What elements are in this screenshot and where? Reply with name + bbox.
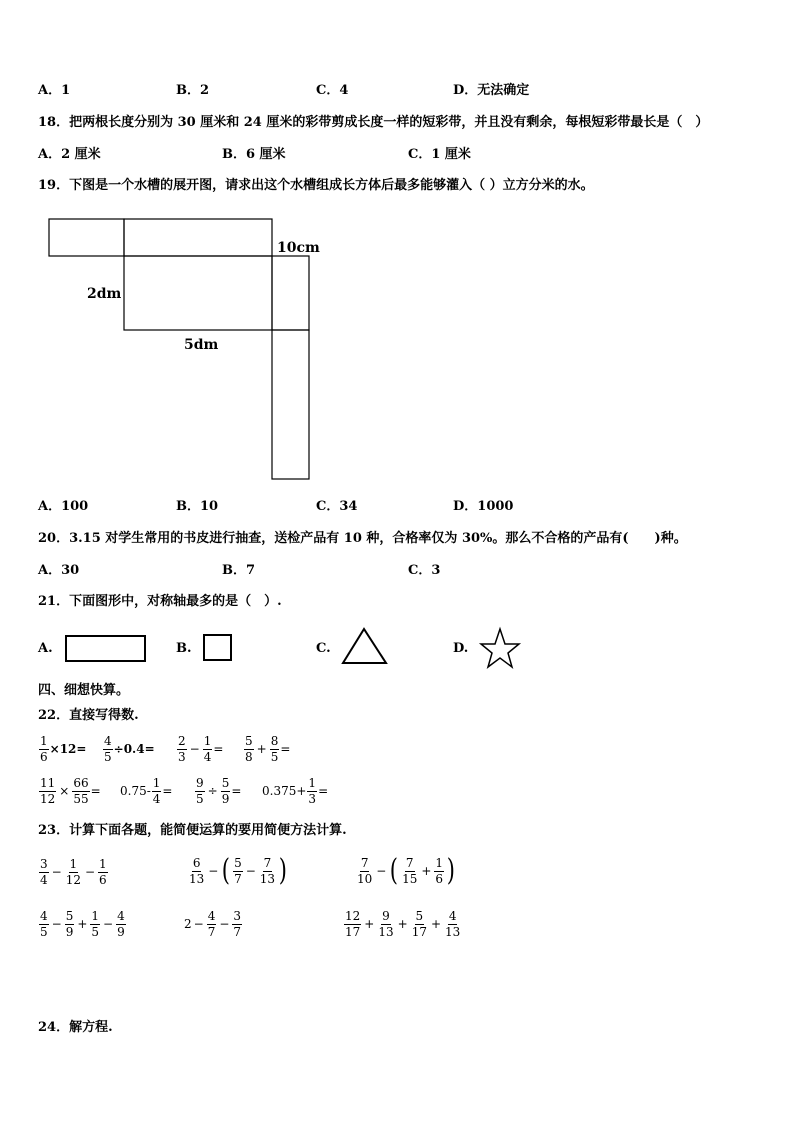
- section-4-heading: 四、细想快算。: [38, 683, 130, 698]
- q22-item-5: $\frac{11}{12}$ × $\frac{66}{55}$ =: [40, 776, 101, 806]
- q20-stem: 20．3.15 对学生常用的书皮进行抽查，送检产品有 10 种，合格率仅为 30%。那么不合格的产品有( )种。: [38, 531, 687, 546]
- q22-item-6: 0.75- $\frac{1}{4}$ =: [120, 776, 173, 806]
- q22-item-8: 0.375+ $\frac{1}{3}$ =: [262, 776, 329, 806]
- q20-option-c: C．3: [408, 563, 441, 578]
- q18-option-b: B．6 厘米: [222, 147, 286, 162]
- q21-option-d: D.: [453, 641, 469, 656]
- q17-option-d: D．无法确定: [453, 83, 530, 98]
- q22-stem: 22．直接写得数.: [38, 708, 139, 723]
- q23-stem: 23．计算下面各题，能简便运算的要用简便方法计算.: [38, 823, 347, 838]
- q17-option-c: C．4: [316, 83, 349, 98]
- q21-option-c: C.: [316, 641, 331, 656]
- q21-option-a: A.: [38, 641, 53, 656]
- rectangle-shape: [66, 636, 145, 661]
- q20-option-b: B．7: [222, 563, 256, 578]
- q17-option-b: B．2: [176, 83, 210, 98]
- q23-item-6: $\frac{12}{17}$ + $\frac{9}{13}$ + $\frac{5}{17}$ + $\frac{4}{13}$: [345, 909, 461, 939]
- q19-stem: 19．下图是一个水槽的展开图，请求出这个水槽组成长方体后最多能够灌入（ ）立方分米的水。: [38, 178, 594, 193]
- q18-stem: 18．把两根长度分别为 30 厘米和 24 厘米的彩带剪成长度一样的短彩带，并且没有剩余，每根短彩带最长是（ ）: [38, 115, 709, 130]
- q19-option-a: A．100: [38, 499, 89, 514]
- q22-item-1: $\frac{1}{6}$ ×12=: [40, 734, 87, 764]
- q24-stem: 24．解方程.: [38, 1020, 113, 1035]
- q18-option-a: A．2 厘米: [38, 147, 101, 162]
- triangle-shape: [343, 629, 386, 663]
- label-10cm: 10cm: [277, 240, 320, 256]
- q22-item-2: $\frac{4}{5}$ ÷0.4=: [104, 734, 155, 764]
- q23-item-3: $\frac{7}{10}$ − ( $\frac{7}{15}$ + $\frac{1}{6}$ ): [357, 853, 456, 888]
- q22-item-4: $\frac{5}{8}$ + $\frac{8}{5}$ =: [245, 734, 291, 764]
- q19-option-b: B．10: [176, 499, 219, 514]
- label-5dm: 5dm: [184, 337, 219, 353]
- q22-item-3: $\frac{2}{3}$ − $\frac{1}{4}$ =: [178, 734, 224, 764]
- q22-item-7: $\frac{9}{5}$ ÷ $\frac{5}{9}$ =: [196, 776, 242, 806]
- label-2dm: 2dm: [87, 286, 122, 302]
- q19-option-c: C．34: [316, 499, 358, 514]
- q19-option-d: D．1000: [453, 499, 514, 514]
- star-shape: [481, 629, 519, 667]
- q23-item-4: $\frac{4}{5}$ − $\frac{5}{9}$ + $\frac{1}{5}$ − $\frac{4}{9}$: [40, 909, 125, 939]
- q23-item-5: 2 − $\frac{4}{7}$ − $\frac{3}{7}$: [184, 909, 242, 939]
- q18-option-c: C．1 厘米: [408, 147, 471, 162]
- q23-item-2: $\frac{6}{13}$ − ( $\frac{5}{7}$ − $\frac{7}{13}$ ): [189, 853, 288, 888]
- q17-option-a: A．1: [38, 83, 71, 98]
- q23-item-1: $\frac{3}{4}$ − $\frac{1}{12}$ − $\frac{1}{6}$: [40, 857, 107, 887]
- q21-stem: 21．下面图形中，对称轴最多的是（ ）.: [38, 594, 282, 609]
- q21-option-b: B.: [176, 641, 192, 656]
- square-shape: [204, 635, 231, 660]
- q20-option-a: A．30: [38, 563, 80, 578]
